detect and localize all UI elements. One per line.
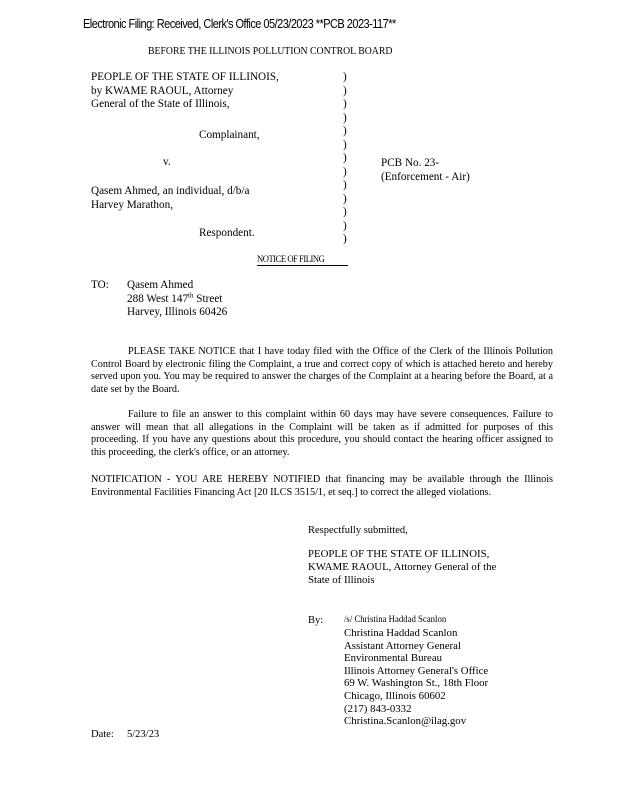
closing: Respectfully submitted, xyxy=(308,525,408,536)
signer-email: Christina.Scanlon@ilag.gov xyxy=(344,715,467,728)
to-label: TO: xyxy=(91,279,109,291)
paren: ) xyxy=(343,111,347,124)
complainant-block xyxy=(91,71,279,112)
paren: ) xyxy=(343,206,347,218)
paren: ) xyxy=(343,98,347,110)
filing-stamp-header: Electronic Filing: Received, Clerk's Office 05/23/2023 **PCB 2023-117** xyxy=(83,17,396,31)
respondent-block xyxy=(91,185,249,212)
paren: ) xyxy=(343,219,347,232)
paren: ) xyxy=(343,165,347,178)
respondent-role: Respondent. xyxy=(199,227,255,239)
signer-line: 69 W. Washington St., 18th Floor xyxy=(344,677,489,690)
signature-party: PEOPLE OF THE STATE OF ILLINOIS, KWAME RAOUL, Attorney General of the State of Illinois xyxy=(308,548,497,587)
recipient-name: Qasem Ahmed xyxy=(127,279,194,291)
date-label: Date: xyxy=(91,729,114,740)
signer-line: Christina Haddad Scanlon xyxy=(344,627,458,639)
paren: ) xyxy=(343,192,347,205)
case-type: (Enforcement - Air) xyxy=(381,170,470,183)
complainant-line: General of the State of Illinois, xyxy=(91,98,230,111)
signer-line: (217) 843-0332 xyxy=(344,702,412,715)
paren: ) xyxy=(343,179,347,191)
respondent-line: Harvey Marathon, xyxy=(91,198,174,211)
signer-line: Illinois Attorney General's Office xyxy=(344,664,489,677)
complainant-line: PEOPLE OF THE STATE OF ILLINOIS, xyxy=(91,71,279,83)
paren: ) xyxy=(343,71,347,83)
complainant-role: Complainant, xyxy=(199,129,260,141)
paren: ) xyxy=(343,233,347,245)
complainant-line: by KWAME RAOUL, Attorney xyxy=(91,84,234,97)
signer-line: Environmental Bureau xyxy=(344,652,443,665)
case-number-block xyxy=(381,157,470,184)
notice-paragraph-2: Failure to file an answer to this complaint within 60 days may have severe consequences. Failure to answer will mean that all allegations in the Complaint will be taken as if admitted for purposes of this proceeding. If you have any questions about this procedure, you should contact the hearing officer assigned to this proceeding, the clerk's office, or an attorney. xyxy=(91,409,553,458)
paren: ) xyxy=(343,84,347,97)
paren: ) xyxy=(343,125,347,137)
signer-block xyxy=(344,627,488,728)
versus-label: v. xyxy=(163,156,171,168)
by-label: By: xyxy=(308,615,324,626)
notice-paragraph-1: PLEASE TAKE NOTICE that I have today filed with the Office of the Clerk of the Illinois Pollution Control Board by electronic filing the Complaint, a true and correct copy of which is attached hereto and hereby served upon you. You may be required to answer the charges of the Complaint at a hearing before the Board, at a date set by the Board. xyxy=(91,346,553,395)
recipient-street: 288 West 147th Street xyxy=(127,290,223,305)
case-number: PCB No. 23- xyxy=(381,157,440,169)
respondent-line: Qasem Ahmed, an individual, d/b/a xyxy=(91,185,250,197)
notice-title: NOTICE OF FILING xyxy=(257,255,348,266)
paren: ) xyxy=(343,138,347,151)
electronic-signature: /s/ Christina Haddad Scanlon xyxy=(344,615,447,625)
date-value: 5/23/23 xyxy=(127,729,160,740)
recipient-city: Harvey, Illinois 60426 xyxy=(127,306,228,319)
board-heading: BEFORE THE ILLINOIS POLLUTION CONTROL BOARD xyxy=(148,46,393,57)
signer-line: Assistant Attorney General xyxy=(344,639,461,652)
recipient-address xyxy=(127,279,227,320)
notice-paragraph-3: NOTIFICATION - YOU ARE HEREBY NOTIFIED that financing may be available through the Illinois Environmental Facilities Financing Act [20 ILCS 3515/1, et seq.] to correct the alleged violations. xyxy=(91,474,553,498)
signer-line: Chicago, Illinois 60602 xyxy=(344,689,446,702)
caption-paren-column xyxy=(343,71,347,247)
paren: ) xyxy=(343,152,347,164)
